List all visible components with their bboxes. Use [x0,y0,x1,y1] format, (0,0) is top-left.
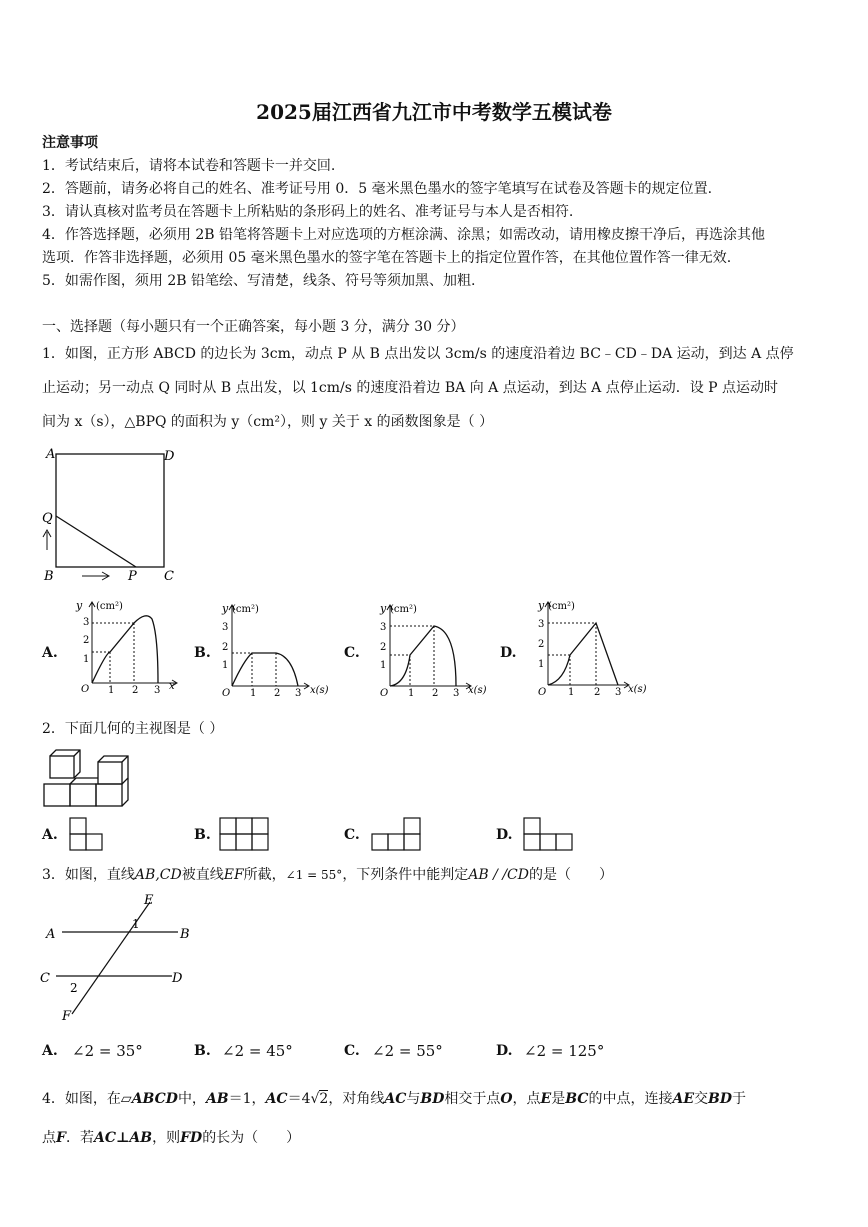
q4-parallelogram: ▱ABCD [120,1091,178,1107]
tick-label: 3 [295,688,302,699]
option-label: A. [42,827,58,843]
q4-part: 交 [694,1091,709,1107]
q4-part: 的中点，连接 [588,1091,673,1107]
notice-item: 5．如需作图，须用 2B 铅笔绘、写清楚，线条、符号等须加黑、加粗. [42,273,476,289]
q4-part: 是 [551,1091,566,1107]
tick-label: 3 [83,617,90,628]
q4-var: AC⊥AB [93,1130,153,1146]
origin-label: O [81,684,90,695]
label-p: P [128,569,137,584]
q1-graph-b [212,600,338,700]
label-angle2: 2 [70,981,78,995]
label-a: A [46,447,56,462]
q3-mid: 所截， [243,867,286,883]
notice-heading: 注意事项 [42,135,98,151]
tick-label: 3 [615,687,622,697]
label-c: C [40,971,50,986]
q2-option-b-view [218,816,274,852]
notice-item: 2．答题前，请务必将自己的姓名、准考证号用 0．5 毫米黑色墨水的签字笔填写在试卷及答题卡的规定位置. [42,181,713,197]
tick-label: 2 [594,687,601,697]
q2-option-d-view [522,816,578,852]
origin-label: O [538,687,547,697]
option-label: D. [496,827,513,843]
q3-prefix: 3．如图，直线 [42,867,135,883]
q4-part: 中， [177,1091,206,1107]
q1-text: 止运动；另一动点 Q 同时从 B 点出发，以 1cm/s 的速度沿着边 BA 向 A 点运动，到达 A 点停止运动．设 P 点运动时 [42,380,779,396]
q3-angle1: ∠1 = 55° [285,868,343,882]
label-d: D [172,971,183,986]
x-axis-label: x(s) [628,684,647,695]
x-axis-label: x(s) [310,685,329,696]
tick-label: 2 [432,688,439,699]
q3-mid: ，下列条件中能判定 [342,867,469,883]
notice-item: 4．作答选择题，必须用 2B 铅笔将答题卡上对应选项的方框涂满、涂黑；如需改动，请用橡皮擦干净后，再选涂其他 [42,227,765,243]
label-q: Q [42,511,53,526]
origin-label: O [380,688,389,699]
q1-graph-a [66,597,182,697]
q4-part: ＝4 [287,1091,311,1107]
tick-label: 1 [222,660,229,671]
notice-item: 1．考试结束后，请将本试卷和答题卡一并交回. [42,158,336,174]
tick-label: 1 [538,659,545,670]
q4-var: E [540,1091,552,1107]
section-heading: 一、选择题（每小题只有一个正确答案，每小题 3 分，满分 30 分） [42,319,465,335]
q2-solid-figure [42,748,132,810]
origin-label: O [222,688,231,699]
q4-var: BC [565,1091,589,1107]
unit-label: (cm²) [548,601,575,612]
y-axis-label: y [380,602,387,615]
option-label: A. [42,1043,58,1059]
q3-suffix: 的是（ ） [528,867,613,883]
label-e: E [144,893,154,908]
q4-var: BD [420,1091,445,1107]
option-label: A. [42,645,58,661]
tick-label: 2 [222,642,229,653]
notice-item: 选项．作答非选择题，必须用 05 毫米黑色墨水的签字笔在答题卡上的指定位置作答，在其他位置作答一律无效. [42,250,732,266]
label-b: B [180,927,190,942]
q4-var: F [56,1130,66,1146]
q1-graph-d [528,597,658,697]
q4-part: ．若 [65,1130,94,1146]
option-label: C. [344,827,360,843]
unit-label: (cm²) [232,604,259,615]
label-d: D [164,449,175,464]
unit-label: (cm²) [390,604,417,615]
q3-mid: 被直线 [181,867,224,883]
x-axis-label: x(s) [468,685,487,696]
tick-label: 3 [453,688,460,699]
q4-var: BD [708,1091,732,1107]
x-axis-label: x [169,681,175,692]
q1-text: 1．如图，正方形 ABCD 的边长为 3cm，动点 P 从 B 点出发以 3cm/s 的速度沿着边 BC﹣CD﹣DA 运动，到达 A 点停 [42,346,794,362]
q4-sqrt-radicand: 2 [319,1091,329,1107]
q4-part: 点 [42,1130,56,1146]
option-text: ∠2 = 55° [372,1042,443,1060]
label-angle1: 1 [132,917,140,931]
q3-text [42,864,613,884]
q4-var: AC [265,1091,288,1107]
q4-part: 与 [406,1091,421,1107]
q4-var: AE [672,1091,695,1107]
notice-item: 3．请认真核对监考员在答题卡上所粘贴的条形码上的姓名、准考证号与本人是否相符. [42,204,574,220]
label-c: C [164,569,174,584]
label-b: B [44,569,54,584]
q3-lines: AB,CD [134,867,182,883]
option-label: B. [194,1043,211,1059]
q3-parallel: AB / /CD [468,867,529,883]
tick-label: 1 [250,688,257,699]
option-text: ∠2 = 125° [524,1042,605,1060]
unit-label: (cm²) [96,601,123,612]
q2-option-c-view [370,816,426,852]
option-label: D. [496,1043,513,1059]
q4-part: 4．如图，在 [42,1091,121,1107]
tick-label: 2 [274,688,281,699]
q4-part: ，则 [152,1130,181,1146]
q3-line-ef: EF [223,867,244,883]
q3-figure [38,890,198,1026]
q4-var: AC [384,1091,407,1107]
q2-option-a-view [68,816,106,852]
y-axis-label: y [76,599,83,612]
tick-label: 1 [83,654,90,665]
tick-label: 2 [132,685,139,696]
option-label: B. [194,645,211,661]
tick-label: 3 [538,619,545,630]
label-a: A [46,927,56,942]
q4-part: 的长为（ ） [202,1130,301,1146]
q4-text-line2 [42,1127,300,1147]
label-f: F [62,1009,72,1024]
tick-label: 3 [380,622,387,633]
sqrt-symbol: √ [310,1091,320,1107]
q1-graph-c [370,600,496,700]
q1-square-figure [38,446,188,588]
option-text: ∠2 = 35° [72,1042,143,1060]
tick-label: 3 [222,622,229,633]
option-label: C. [344,1043,360,1059]
y-axis-label: y [222,602,229,615]
option-label: B. [194,827,211,843]
q4-part: 于 [732,1091,746,1107]
q4-var: AB [205,1091,229,1107]
tick-label: 1 [380,660,387,671]
q4-text-line1 [42,1088,746,1108]
q4-part: 相交于点 [444,1091,501,1107]
tick-label: 2 [83,635,90,646]
tick-label: 2 [538,639,545,650]
page-title: 2025届江西省九江市中考数学五模试卷 [256,100,612,124]
tick-label: 1 [108,685,115,696]
q4-part: ，点 [512,1091,541,1107]
tick-label: 1 [408,688,415,699]
q1-text: 间为 x（s），△BPQ 的面积为 y（cm²），则 y 关于 x 的函数图象是（ ） [42,414,494,430]
option-label: C. [344,645,360,661]
q4-part: ，对角线 [328,1091,385,1107]
q2-text: 2．下面几何的主视图是（ ） [42,721,224,737]
y-axis-label: y [538,599,545,612]
option-label: D. [500,645,517,661]
tick-label: 1 [568,687,575,697]
option-text: ∠2 = 45° [222,1042,293,1060]
tick-label: 2 [380,642,387,653]
q4-part: ＝1， [228,1091,266,1107]
q4-var: FD [180,1130,203,1146]
tick-label: 3 [154,685,161,696]
q4-var: O [500,1091,513,1107]
